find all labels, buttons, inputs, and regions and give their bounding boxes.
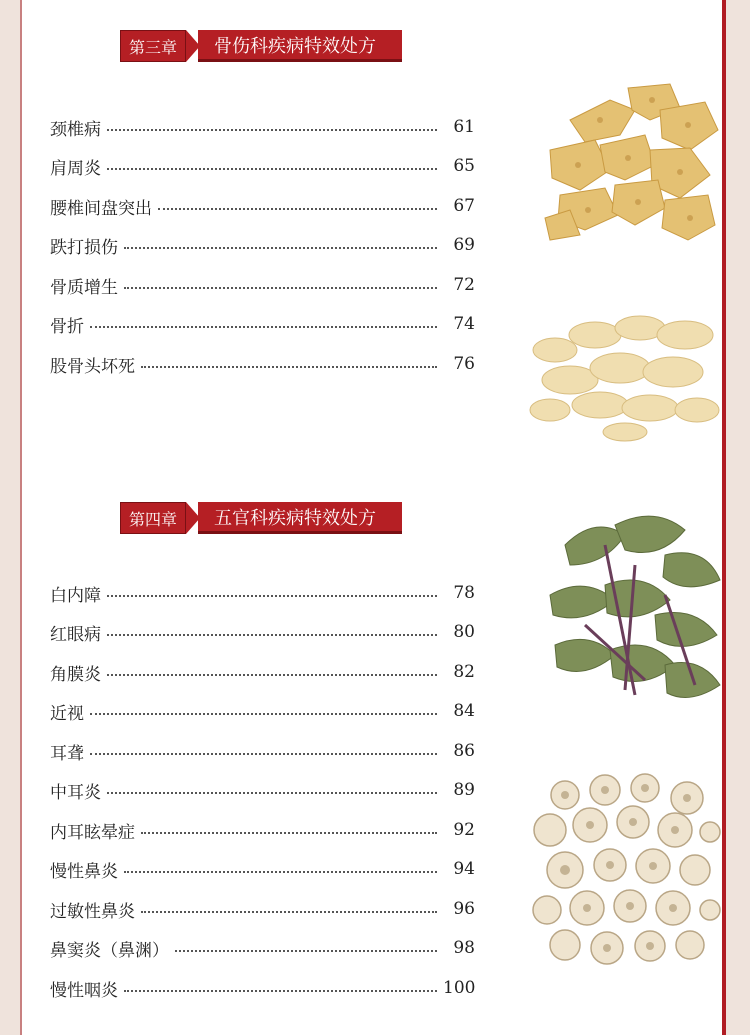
leader-dots [107,593,437,597]
toc-entry-page: 69 [453,235,475,255]
toc-entry[interactable] [50,578,475,608]
leader-dots [124,988,437,992]
toc-entry-label: 腰椎间盘突出 [50,198,152,219]
toc-entry-label: 骨质增生 [50,277,118,298]
toc-entry-label: 骨折 [50,316,84,337]
toc-entry-label: 鼻窦炎（鼻渊） [50,940,169,961]
herb-roots-image [525,770,722,975]
toc-entry-page: 61 [453,117,475,137]
toc-entry[interactable] [50,775,475,805]
toc-entry[interactable] [50,696,475,726]
herb-leaves-image [545,505,722,710]
toc-entry-label: 白内障 [50,585,101,606]
leader-dots [124,869,437,873]
leader-dots [141,364,437,368]
toc-entry-page: 74 [453,314,475,334]
toc-entry-page: 98 [453,938,475,958]
leader-dots [90,711,437,715]
toc-entry[interactable] [50,349,475,379]
leader-dots [90,751,437,755]
leader-dots [107,672,437,676]
toc-entry[interactable] [50,973,475,1003]
toc-entry-label: 内耳眩晕症 [50,822,135,843]
toc-entry-label: 肩周炎 [50,158,101,179]
leader-dots [90,324,437,328]
toc-entry-label: 中耳炎 [50,782,101,803]
toc-entry[interactable] [50,894,475,924]
toc-entry-page: 76 [453,354,475,374]
toc-entry[interactable] [50,151,475,181]
toc-entry[interactable] [50,112,475,142]
toc-entry[interactable] [50,854,475,884]
toc-entry-page: 94 [453,859,475,879]
leader-dots [107,127,437,131]
leader-dots [107,790,437,794]
leader-dots [175,948,437,952]
toc-entry-page: 72 [453,275,475,295]
leader-dots [107,166,437,170]
leader-dots [141,830,437,834]
toc-entry-page: 67 [453,196,475,216]
leader-dots [158,206,437,210]
toc-entry-page: 100 [443,978,476,998]
chapter-4-title: 五官科疾病特效处方 [198,502,402,534]
toc-entry-label: 跌打损伤 [50,237,118,258]
leader-dots [141,909,437,913]
toc-entry-page: 92 [453,820,475,840]
toc-entry-label: 耳聋 [50,743,84,764]
toc-entry-page: 86 [453,741,475,761]
toc-entry-page: 78 [453,583,475,603]
toc-entry-label: 慢性鼻炎 [50,861,118,882]
chapter-3-header [120,30,402,62]
toc-entry-page: 96 [453,899,475,919]
leader-dots [107,632,437,636]
chapter-4-header [120,502,402,534]
toc-entry[interactable] [50,191,475,221]
toc-entry[interactable] [50,933,475,963]
toc-entry[interactable] [50,736,475,766]
leader-dots [124,245,437,249]
toc-entry[interactable] [50,657,475,687]
chapter-3-number: 第三章 [120,30,186,62]
toc-entry[interactable] [50,815,475,845]
herb-slices-image [540,80,722,245]
page-right-border [722,0,726,1035]
toc-entry[interactable] [50,617,475,647]
toc-entry-page: 84 [453,701,475,721]
toc-entry-page: 65 [453,156,475,176]
toc-entry-label: 颈椎病 [50,119,101,140]
toc-entry[interactable] [50,230,475,260]
toc-entry-label: 红眼病 [50,624,101,645]
leader-dots [124,285,437,289]
toc-entry-label: 过敏性鼻炎 [50,901,135,922]
chapter-3-title: 骨伤科疾病特效处方 [198,30,402,62]
toc-entry-label: 近视 [50,703,84,724]
herb-flakes-image [525,300,722,445]
toc-entry[interactable] [50,270,475,300]
toc-entry-label: 股骨头坏死 [50,356,135,377]
toc-entry-page: 89 [453,780,475,800]
toc-entry[interactable] [50,309,475,339]
toc-entry-label: 角膜炎 [50,664,101,685]
toc-entry-label: 慢性咽炎 [50,980,118,1001]
chapter-4-number: 第四章 [120,502,186,534]
toc-entry-page: 80 [453,622,475,642]
toc-entry-page: 82 [453,662,475,682]
